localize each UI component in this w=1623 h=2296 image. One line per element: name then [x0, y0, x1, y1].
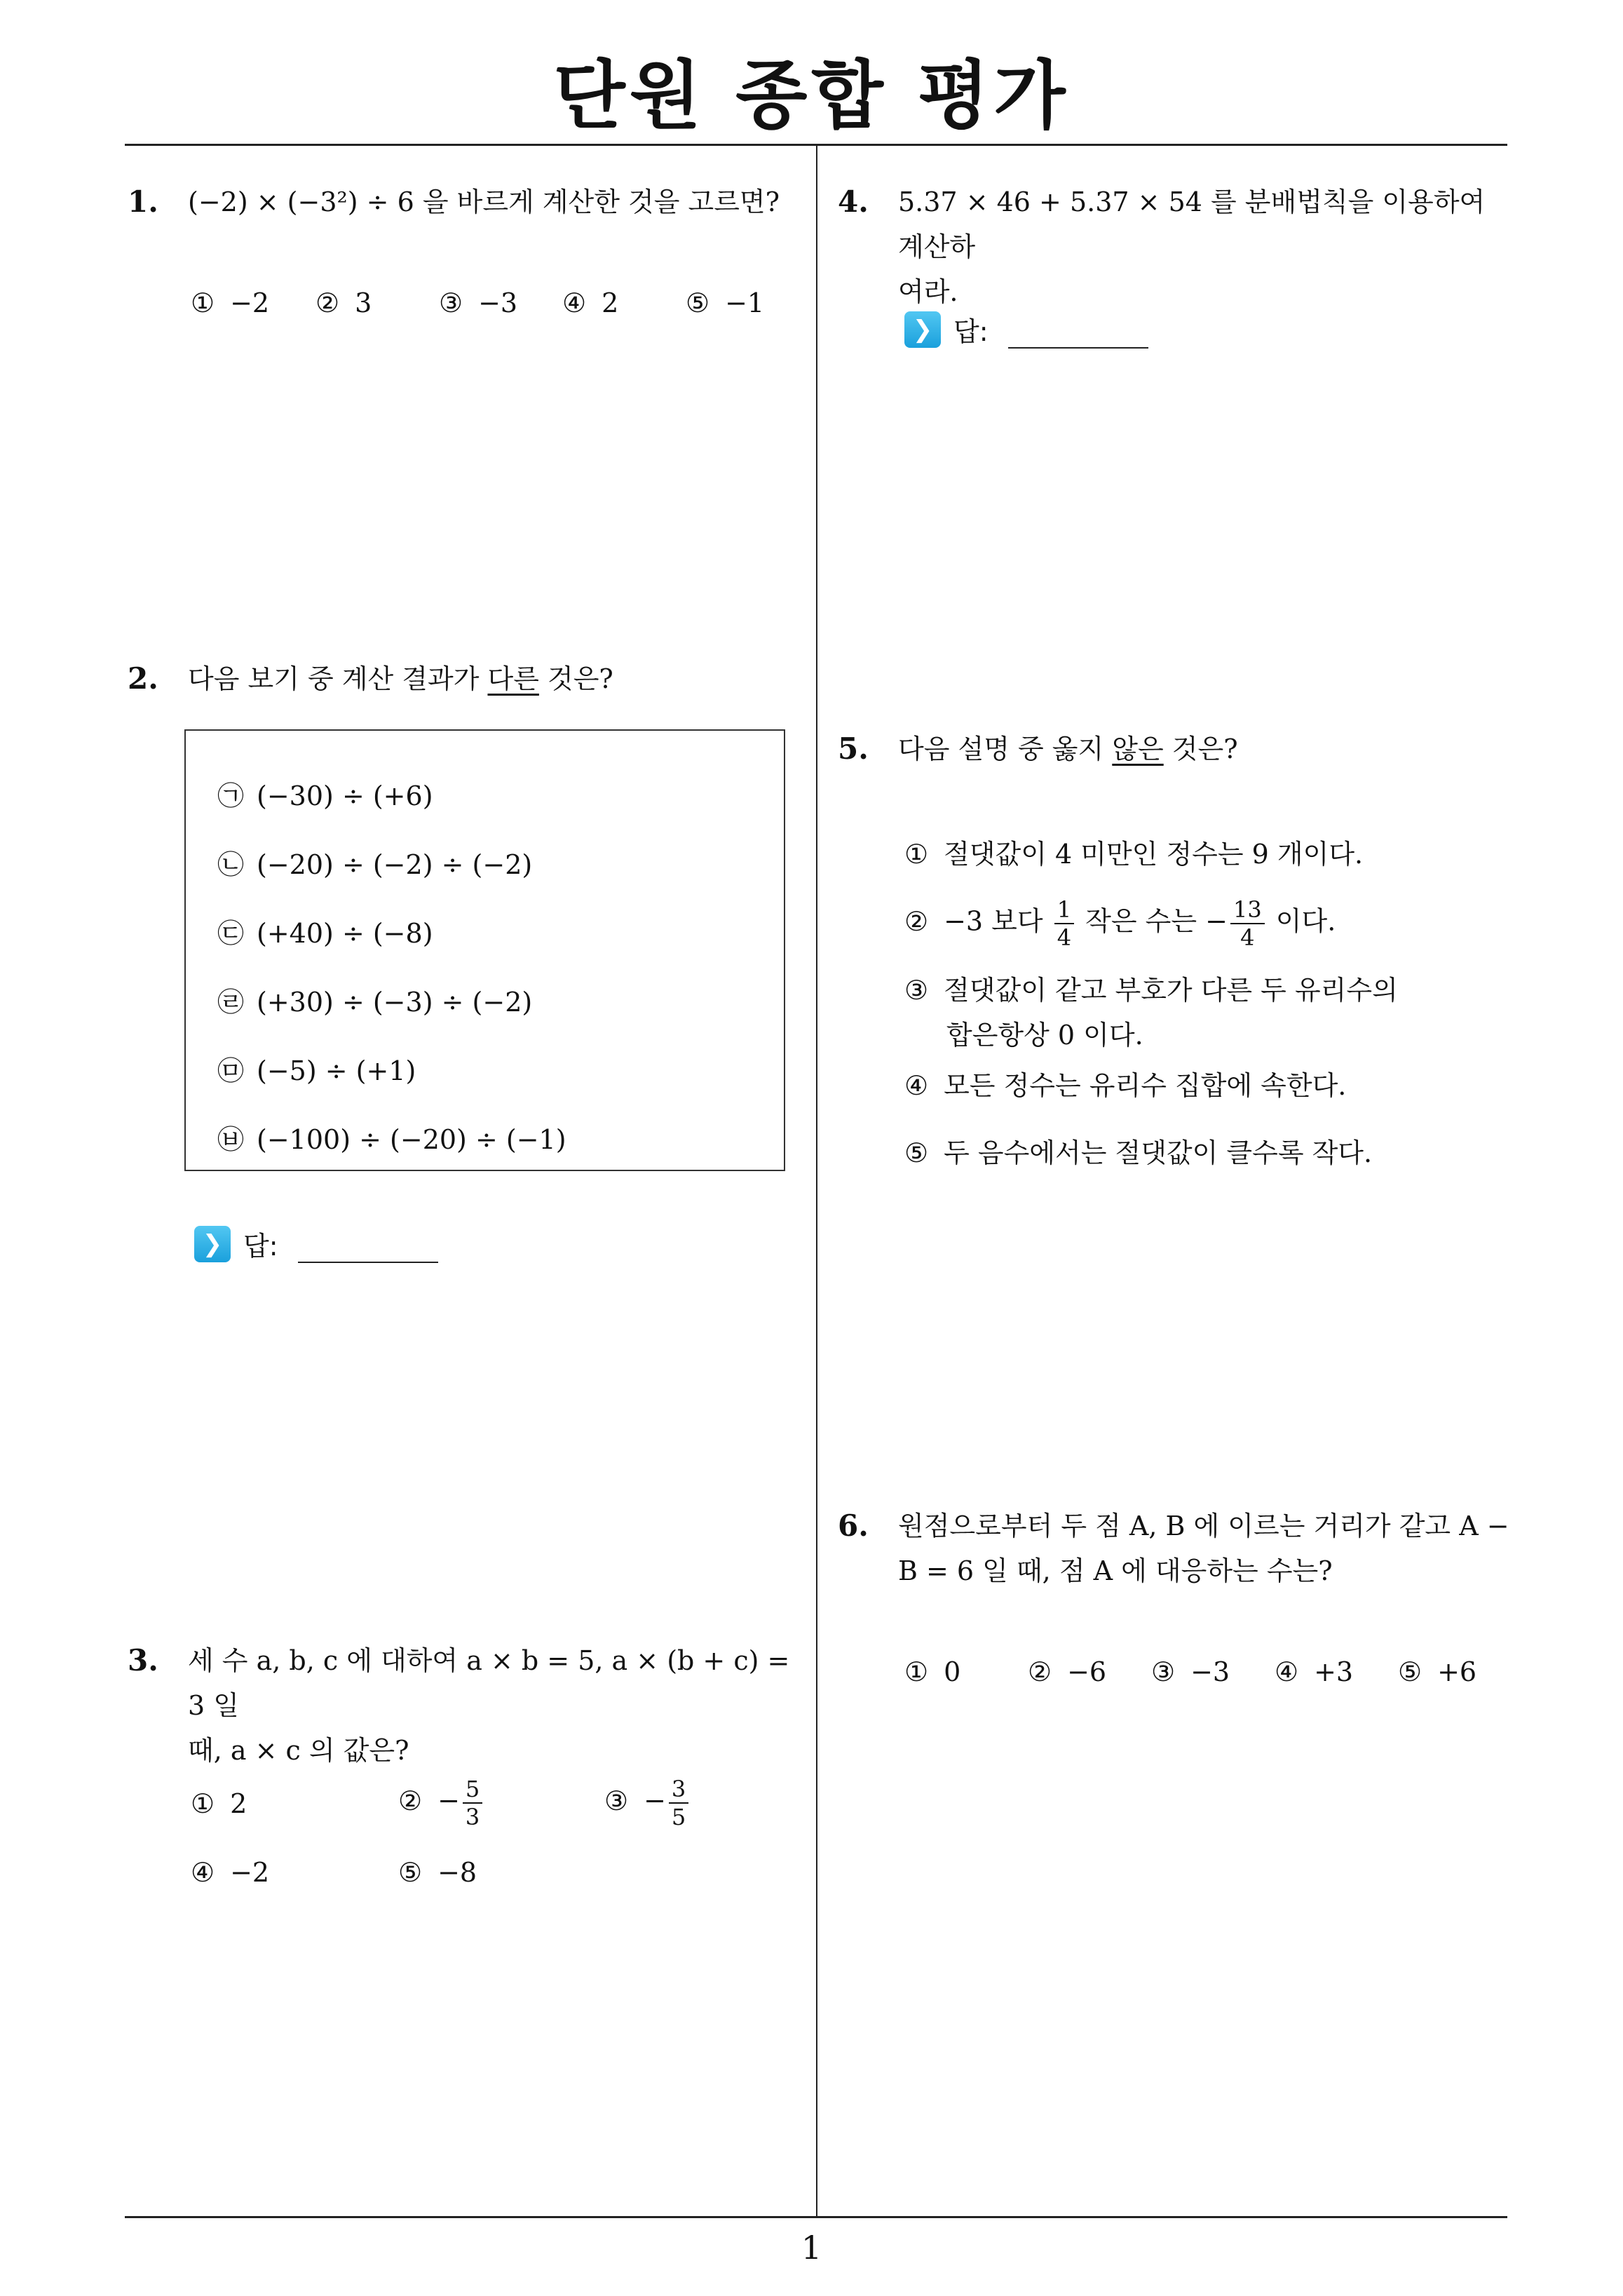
choice-1[interactable]: ① 0 [904, 1656, 961, 1687]
emphasis-underline: 다른 [487, 663, 539, 694]
question-1 [128, 180, 801, 224]
answer-blank[interactable] [1008, 320, 1148, 349]
answer-blank[interactable] [298, 1235, 438, 1263]
question-stem: 다음 설명 중 옳지 않은 것은? [898, 734, 1238, 764]
choice-4[interactable]: ④ 2 [562, 288, 619, 318]
q2-answer [194, 1224, 438, 1263]
choice-5[interactable]: ⑤ −1 [686, 288, 765, 318]
statement-3[interactable]: ③ 절댓값이 같고 부호가 다른 두 유리수의 합은항상 0 이다. [904, 975, 1398, 1051]
question-5 [838, 727, 1511, 771]
choice-1[interactable]: ① 2 [191, 1788, 247, 1819]
answer-label: 답: [243, 1231, 278, 1262]
choice-2[interactable]: ② 3 [315, 288, 372, 318]
question-number: 1. [128, 184, 158, 219]
answer-label: 답: [953, 316, 989, 347]
box-item-6: ㉥ (−100) ÷ (−20) ÷ (−1) [217, 1124, 566, 1155]
question-stem: 5.37 × 46 + 5.37 × 54 를 분배법칙을 이용하여 계산하 여라. [898, 187, 1486, 307]
statement-2[interactable]: ② −3 보다 $\frac{1}{4}$ 작은 수는 − $\frac{13}{4}$ 이다. [904, 896, 1336, 951]
question-stem: 다음 보기 중 계산 결과가 다른 것은? [188, 663, 613, 694]
question-stem: (−2) × (−3²) ÷ 6 을 바르게 계산한 것을 고르면? [188, 187, 780, 217]
bottom-rule [125, 2216, 1507, 2218]
choice-1[interactable]: ① −2 [191, 288, 270, 318]
box-item-1: ㉠ (−30) ÷ (+6) [217, 781, 433, 811]
choice-4[interactable]: ④ +3 [1275, 1656, 1354, 1687]
choice-3[interactable]: ③ − $\frac{3}{5}$ [604, 1776, 691, 1830]
question-number: 5. [838, 731, 869, 766]
emphasis-underline: 않은 [1112, 734, 1164, 764]
question-number: 2. [128, 661, 158, 696]
chevron-right-icon: ❯ [904, 311, 941, 348]
question-stem: 원점으로부터 두 점 A, B 에 이르는 거리가 같고 A − B = 6 일 때, 점 A 에 대응하는 수는? [898, 1511, 1509, 1586]
chevron-right-icon: ❯ [194, 1226, 231, 1262]
choice-2[interactable]: ② −6 [1028, 1656, 1107, 1687]
q4-answer [904, 310, 1148, 349]
choice-3[interactable]: ③ −3 [1151, 1656, 1230, 1687]
choice-5[interactable]: ⑤ −8 [398, 1857, 477, 1888]
page-title: 단원 종합 평가 [553, 53, 1070, 139]
statement-4[interactable]: ④ 모든 정수는 유리수 집합에 속한다. [904, 1070, 1347, 1101]
choice-2[interactable]: ② − $\frac{5}{3}$ [398, 1776, 485, 1830]
question-4 [838, 180, 1511, 314]
question-2 [128, 656, 801, 701]
question-number: 4. [838, 184, 869, 219]
column-divider [816, 146, 817, 2216]
statement-1[interactable]: ① 절댓값이 4 미만인 정수는 9 개이다. [904, 839, 1364, 870]
box-item-2: ㉡ (−20) ÷ (−2) ÷ (−2) [217, 849, 533, 880]
choice-5[interactable]: ⑤ +6 [1398, 1656, 1477, 1687]
choice-4[interactable]: ④ −2 [191, 1857, 270, 1888]
statement-5[interactable]: ⑤ 두 음수에서는 절댓값이 클수록 작다. [904, 1137, 1373, 1168]
question-6 [838, 1504, 1511, 1593]
question-stem: 세 수 a, b, c 에 대하여 a × b = 5, a × (b + c) = 3 일 때, a × c 의 값은? [188, 1645, 790, 1766]
question-3 [128, 1638, 801, 1773]
question-number: 3. [128, 1643, 158, 1677]
box-item-5: ㉤ (−5) ÷ (+1) [217, 1055, 416, 1086]
box-item-4: ㉣ (+30) ÷ (−3) ÷ (−2) [217, 987, 533, 1018]
choice-3[interactable]: ③ −3 [439, 288, 518, 318]
box-item-3: ㉢ (+40) ÷ (−8) [217, 918, 433, 949]
page-number: 1 [801, 2229, 822, 2267]
example-box [184, 729, 785, 1171]
question-number: 6. [838, 1508, 869, 1543]
